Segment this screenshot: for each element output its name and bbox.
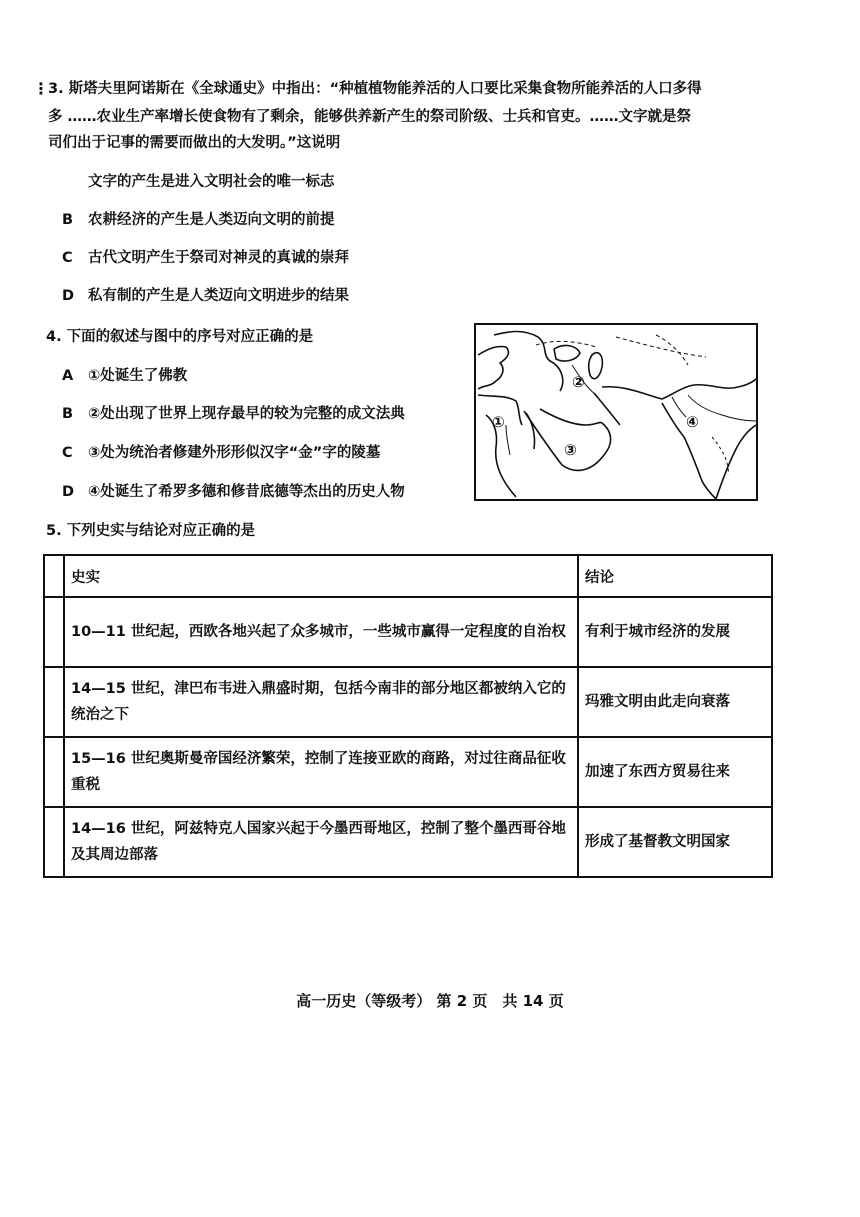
fact-cell: 14—16 世纪，阿兹特克人国家兴起于今墨西哥地区，控制了整个墨西哥谷地及其周边部落 (64, 807, 578, 877)
option-text: ④处诞生了希罗多德和修昔底德等杰出的历史人物 (88, 484, 405, 500)
table-row[interactable] (44, 807, 772, 877)
option-letter: B (62, 406, 74, 422)
row-marker-cell (44, 597, 64, 667)
conclusion-cell: 加速了东西方贸易往来 (578, 737, 772, 807)
option-letter: C (62, 445, 73, 461)
table-row[interactable] (44, 667, 772, 737)
header-fact: 史实 (64, 555, 578, 597)
conclusion-cell: 形成了基督教文明国家 (578, 807, 772, 877)
table-row[interactable] (44, 737, 772, 807)
conclusion-cell: 有利于城市经济的发展 (578, 597, 772, 667)
header-conclusion: 结论 (578, 555, 772, 597)
q3-option-c[interactable] (62, 248, 349, 268)
q4-option-c[interactable] (62, 443, 380, 463)
option-text: 文字的产生是进入文明社会的唯一标志 (88, 174, 335, 190)
page-footer: 高一历史（等级考） 第 2 页 共 14 页 (296, 992, 564, 1010)
scan-mark: ⋮ (33, 79, 49, 98)
option-text: ②处出现了世界上现存最早的较为完整的成文法典 (88, 406, 405, 422)
row-marker-cell (44, 555, 64, 597)
row-marker-cell (44, 667, 64, 737)
conclusion-cell: 玛雅文明由此走向衰落 (578, 667, 772, 737)
q4-stem: 4. 下面的叙述与图中的序号对应正确的是 (46, 329, 314, 345)
q3-option-b[interactable] (62, 210, 335, 230)
option-letter: B (62, 212, 74, 228)
fact-cell: 10—11 世纪起，西欧各地兴起了众多城市，一些城市赢得一定程度的自治权 (64, 597, 578, 667)
q4-option-b[interactable] (62, 404, 405, 424)
map-label-2: ② (572, 373, 585, 391)
q4-option-d[interactable] (62, 482, 405, 502)
facts-table (43, 554, 773, 878)
option-text: 古代文明产生于祭司对神灵的真诚的崇拜 (88, 250, 349, 266)
map-outline (476, 325, 756, 499)
option-letter: C (62, 250, 73, 266)
option-letter: A (62, 368, 74, 384)
q4-option-a[interactable] (62, 366, 187, 386)
row-marker-cell (44, 807, 64, 877)
q3-line-1: 3. 斯塔夫里阿诺斯在《全球通史》中指出：“种植植物能养活的人口要比采集食物所能养活的人口多得 (48, 81, 702, 97)
map-label-3: ③ (564, 441, 577, 459)
q3-line-3: 司们出于记事的需要而做出的大发明。”这说明 (48, 135, 341, 151)
q3-option-a[interactable] (62, 172, 335, 192)
q3-line-2: 多 ……农业生产率增长使食物有了剩余，能够供养新产生的祭司阶级、士兵和官吏。……文字就是祭 (48, 109, 692, 125)
option-text: 农耕经济的产生是人类迈向文明的前提 (88, 212, 335, 228)
map-label-4: ④ (686, 413, 699, 431)
option-text: ①处诞生了佛教 (88, 368, 188, 384)
fact-cell: 15—16 世纪奥斯曼帝国经济繁荣，控制了连接亚欧的商路，对过往商品征收重税 (64, 737, 578, 807)
q3-option-d[interactable] (62, 286, 349, 306)
option-letter: D (62, 484, 75, 500)
table-header-row (44, 555, 772, 597)
row-marker-cell (44, 737, 64, 807)
option-text: ③处为统治者修建外形形似汉字“金”字的陵墓 (88, 445, 381, 461)
option-letter: D (62, 288, 75, 304)
fact-cell: 14—15 世纪，津巴布韦进入鼎盛时期，包括今南非的部分地区都被纳入它的统治之下 (64, 667, 578, 737)
ancient-civilizations-map (474, 323, 758, 501)
q5-stem: 5. 下列史实与结论对应正确的是 (46, 523, 256, 539)
map-label-1: ① (492, 413, 505, 431)
option-text: 私有制的产生是人类迈向文明进步的结果 (88, 288, 349, 304)
table-row[interactable] (44, 597, 772, 667)
